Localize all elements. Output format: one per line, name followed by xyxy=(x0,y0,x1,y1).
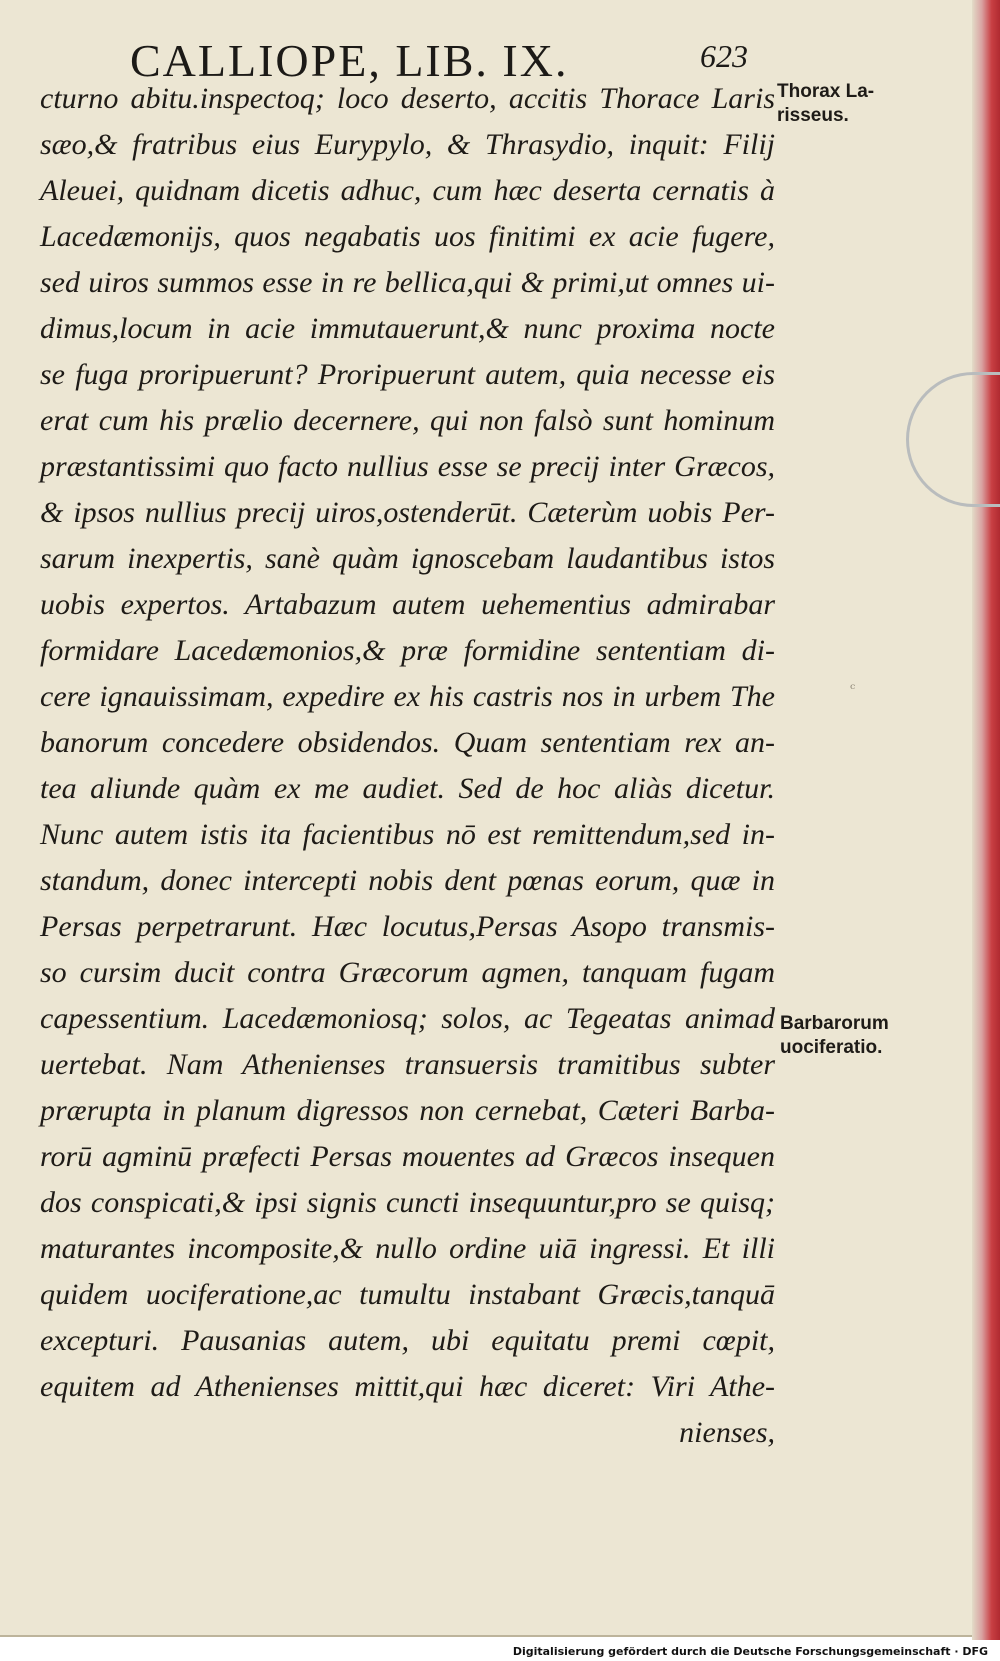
running-header: CALLIOPE, LIB. IX. xyxy=(130,35,569,86)
page-number: 623 xyxy=(700,38,748,74)
text-line: prærupta in planum digressos non cernebat, Cæteri Barba- xyxy=(40,1094,775,1127)
text-line: præstantissimi quo facto nullius esse se precij inter Græcos, xyxy=(40,450,775,483)
text-line: capessentium. Lacedæmoniosq; solos, ac Tegeatas animad xyxy=(40,1002,775,1035)
margin-note-line: Barbarorum xyxy=(780,1013,889,1034)
text-line: excepturi. Pausanias autem, ubi equitatu premi cœpit, xyxy=(40,1324,775,1357)
margin-note-thorax xyxy=(777,80,874,128)
text-line: dimus,locum in acie immutauerunt,& nunc proxima nocte xyxy=(40,312,775,345)
text-line: tea aliunde quàm ex me audiet. Sed de hoc aliàs dicetur. xyxy=(40,772,775,805)
text-line: Lacedæmonijs, quos negabatis uos finitimi ex acie fugere, xyxy=(40,220,775,253)
text-line: uobis expertos. Artabazum autem uehementius admirabar xyxy=(40,588,775,621)
text-line: erat cum his prælio decernere, qui non falsò sunt hominum xyxy=(40,404,775,437)
text-line: & ipsos nullius precij uiros,ostenderūt. Cæterùm uobis Per- xyxy=(40,496,775,529)
body-text xyxy=(40,76,775,1456)
margin-mark: ᶜ xyxy=(850,680,856,698)
margin-note-barbarorum xyxy=(780,1012,889,1060)
text-line-catchword: nienses, xyxy=(679,1416,775,1449)
text-line: rorū agminū præfecti Persas mouentes ad Græcos insequen xyxy=(40,1140,775,1173)
text-line: dos conspicati,& ipsi signis cuncti insequuntur,pro se quisq; xyxy=(40,1186,775,1219)
text-line: sæo,& fratribus eius Eurypylo, & Thrasydio, inquit: Filij xyxy=(40,128,775,161)
text-line: maturantes incomposite,& nullo ordine uiā ingressi. Et illi xyxy=(40,1232,775,1265)
margin-note-line: Thorax La- xyxy=(777,81,875,102)
text-line: cturno abitu.inspectoq; loco deserto, accitis Thorace Laris xyxy=(40,82,775,115)
text-line: formidare Lacedæmonios,& præ formidine sententiam di- xyxy=(40,634,775,667)
text-line: Persas perpetrarunt. Hæc locutus,Persas Asopo transmis- xyxy=(40,910,775,943)
margin-note-line: risseus. xyxy=(777,105,849,126)
text-line: equitem ad Athenienses mittit,qui hæc diceret: Viri Athe- xyxy=(40,1370,775,1403)
text-line: sed uiros summos esse in re bellica,qui & primi,ut omnes ui- xyxy=(40,266,775,299)
margin-note-line: uociferatio. xyxy=(780,1037,883,1058)
text-line: quidem uociferatione,ac tumultu instabant Græcis,tanquā xyxy=(40,1278,775,1311)
text-line: uertebat. Nam Athenienses transuersis tramitibus subter xyxy=(40,1048,775,1081)
text-line: cere ignauissimam, expedire ex his castris nos in urbem The xyxy=(40,680,775,713)
text-line: banorum concedere obsidendos. Quam sententiam rex an- xyxy=(40,726,775,759)
text-line: se fuga proripuerunt? Proripuerunt autem, quia necesse eis xyxy=(40,358,775,391)
text-line: Aleuei, quidnam dicetis adhuc, cum hæc deserta cernatis à xyxy=(40,174,775,207)
text-line: Nunc autem istis ita facientibus nō est remittendum,sed in- xyxy=(40,818,775,851)
text-line: standum, donec intercepti nobis dent pœnas eorum, quæ in xyxy=(40,864,775,897)
text-line: sarum inexpertis, sanè quàm ignoscebam laudantibus istos xyxy=(40,542,775,575)
red-page-edge xyxy=(972,0,1000,1640)
digitization-credit: Digitalisierung gefördert durch die Deutsche Forschungsgemeinschaft · DFG xyxy=(512,1645,988,1658)
text-line: so cursim ducit contra Græcorum agmen, tanquam fugam xyxy=(40,956,775,989)
